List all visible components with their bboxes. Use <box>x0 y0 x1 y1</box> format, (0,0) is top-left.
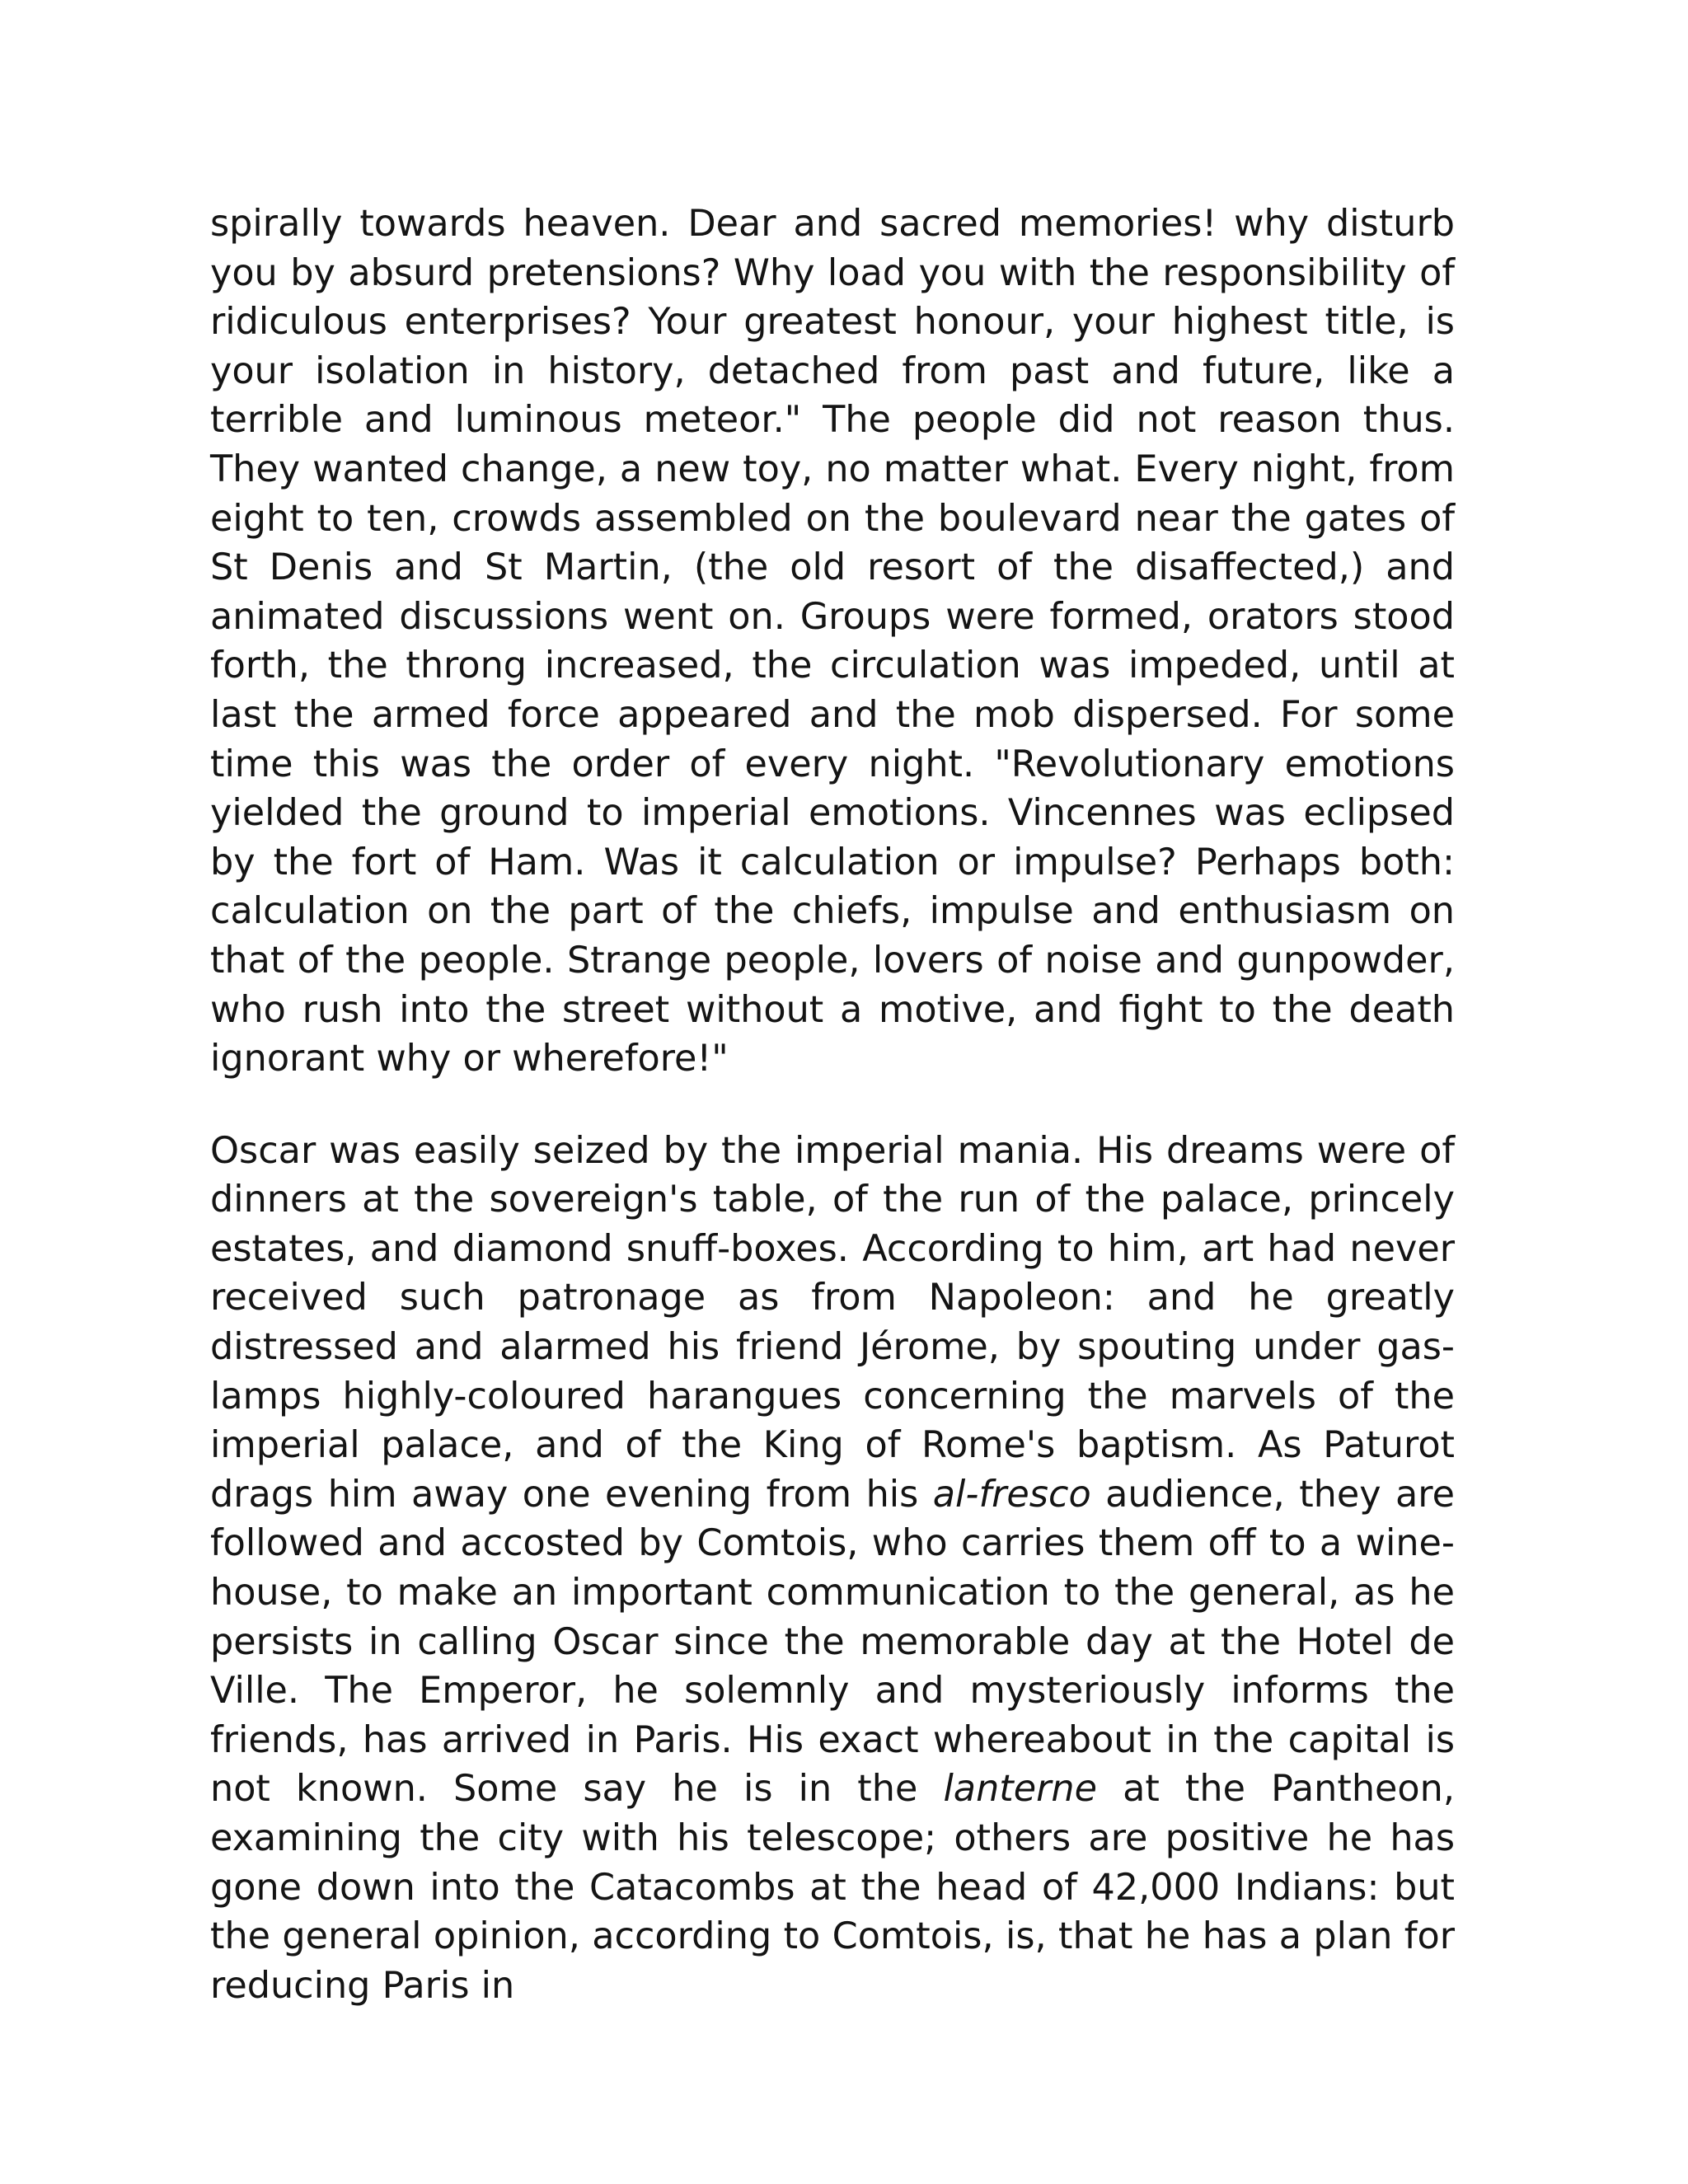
paragraph-1-text: spirally towards heaven. Dear and sacred memories! why disturb you by absurd pretensions? Why load you with the responsibility of ridiculous enterprises? Your greatest honour, your highest title, is your isolation in history, detached from past and future, like a terrible and luminous meteor." The people did not reason thus. They wanted change, a new toy, no matter what. Every night, from eight to ten, crowds assembled on the boulevard near the gates of St Denis and St Martin, (the old resort of the disaffected,) and animated discussions went on. Groups were formed, orators stood forth, the throng increased, the circulation was impeded, until at last the armed force appeared and the mob dispersed. For some time this was the order of every night. "Revolutionary emotions yielded the ground to imperial emotions. Vincennes was eclipsed by the fort of Ham. Was it calculation or impulse? Perhaps both: calculation on the part of the chiefs, impulse and enthusiasm on that of the people. Strange people, lovers of noise and gunpowder, who rush into the street without a motive, and fight to the death ignorant why or wherefore!" <box>210 203 1455 1080</box>
paragraph-2-text-part-1: Oscar was easily seized by the imperial mania. His dreams were of dinners at the sovereign's table, of the run of the palace, princely estates, and diamond snuff-boxes. According to him, art had never received such patronage as from Napoleon: and he greatly distressed and alarmed his friend Jérome, by spouting under gas-lamps highly-coloured harangues concerning the marvels of the imperial palace, and of the King of Rome's baptism. As Paturot drags him away one evening from his <box>210 1129 1455 1516</box>
paragraph-1 <box>210 199 1455 1084</box>
paragraph-2-text-part-2: audience, they are followed and accosted by Comtois, who carries them off to a wine-house, to make an important communication to the general, as he persists in calling Oscar since the memorable day at the Hotel de Ville. The Emperor, he solemnly and mysteriously informs the friends, has arrived in Paris. His exact whereabout in the capital is not known. Some say he is in the <box>210 1473 1456 1811</box>
document-page <box>210 199 1455 2010</box>
italic-term-al-fresco: al-fresco <box>932 1473 1091 1516</box>
italic-term-lanterne: lanterne <box>943 1768 1097 1811</box>
paragraph-2 <box>210 1127 1455 2011</box>
paragraph-2-text-part-3: at the Pantheon, examining the city with his telescope; others are positive he has gone down into the Catacombs at the head of 42,000 Indians: but the general opinion, according to Comtois, is, that he has a plan for reducing Paris in <box>210 1768 1455 2007</box>
